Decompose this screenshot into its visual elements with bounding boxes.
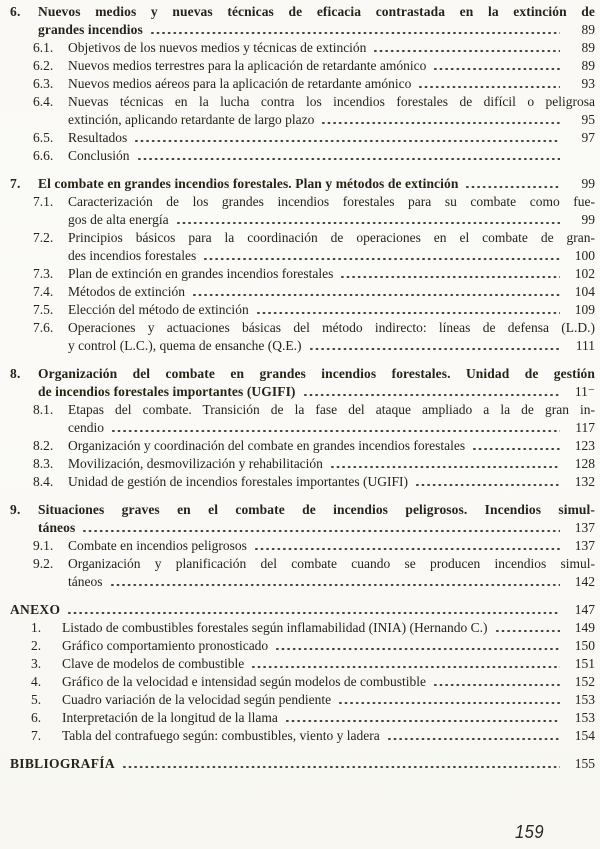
toc-line [31,637,595,655]
entry-number: 7. [31,728,42,743]
entry-title: Objetivos de los nuevos medios y técnicas de extinción [68,40,367,55]
toc-line [33,401,595,419]
toc-item [10,265,595,283]
entry-number: 6.4. [33,94,54,109]
entry-page-number: 93 [581,76,595,91]
entry-title-continuation: táneos [68,574,103,589]
page-footer-number: 159 [515,822,545,842]
dot-leader [135,140,560,142]
entry-title: Resultados [68,130,128,145]
toc-item [10,229,595,265]
dot-leader [123,766,560,768]
dot-leader [374,50,560,52]
entry-number: 8. [10,366,21,381]
entry-title: Organización del combate en grandes incendios forestales. Unidad de gestión [38,366,595,381]
toc-section-entry [10,365,595,401]
entry-title: Nuevos medios y nuevas técnicas de eficacia contrastada en la extinción de [38,4,595,19]
toc-line [33,57,595,75]
dot-leader [466,186,560,188]
toc-line [31,619,595,637]
toc-item [10,401,595,437]
toc-line [33,39,595,57]
entry-number: 9. [10,502,21,517]
dot-leader [83,530,560,532]
entry-page-number: 153 [574,710,595,725]
entry-title-continuation: des incendios forestales [68,248,197,263]
dot-leader [331,466,560,468]
entry-page-number: 154 [574,728,595,743]
entry-number: 6.2. [33,58,54,73]
entry-title: Movilización, desmovilización y rehabilitación [68,456,323,471]
toc-line [31,691,595,709]
toc-item [10,673,595,691]
toc-item [10,655,595,673]
entry-page-number: 109 [574,302,595,317]
entry-number: 5. [31,692,42,707]
toc-line [10,3,595,21]
dot-leader [341,276,560,278]
entry-title: Situaciones graves en el combate de incendios peligrosos. Incendios simul- [38,502,595,517]
toc-item [10,193,595,229]
toc-item [10,301,595,319]
entry-title-continuation: de incendios forestales importantes (UGIFI) [38,384,296,399]
toc-line [10,755,595,773]
toc-line [33,265,595,283]
entry-title-continuation: y control (L.C.), quema de ensanche (Q.E.) [68,338,302,353]
entry-title: El combate en grandes incendios forestales. Plan y métodos de extinción [38,176,459,191]
dot-leader [193,294,560,296]
toc-line [33,437,595,455]
toc-line [33,555,595,573]
toc-item [10,709,595,727]
dot-leader [286,720,560,722]
toc-line [10,383,595,401]
entry-page-number: 104 [574,284,595,299]
entry-title: Operaciones y actuaciones básicas del método indirecto: líneas de defensa (L.D.) [68,320,595,335]
entry-page-number: 100 [574,248,595,263]
toc-line [33,211,595,229]
entry-title: Tabla del contrafuego según: combustibles, viento y ladera [62,728,380,743]
toc-line [31,709,595,727]
entry-number: 9.1. [33,538,54,553]
entry-title: Nuevas técnicas en la lucha contra los incendios forestales de difícil o peligrosa [68,94,595,109]
dot-leader [322,122,560,124]
entry-number: 2. [31,638,42,653]
toc-item [10,555,595,591]
entry-page-number: 152 [574,674,595,689]
dot-leader [151,32,560,34]
dot-leader [112,430,560,432]
toc-section-entry [10,601,595,619]
dot-leader [416,484,560,486]
dot-leader [255,548,560,550]
entry-page-number: 151 [574,656,595,671]
dot-leader [496,630,560,632]
entry-title: Nuevos medios terrestres para la aplicación de retardante amónico [68,58,427,73]
entry-title: Organización y coordinación del combate en grandes incendios forestales [68,438,466,453]
entry-number: 7.2. [33,230,54,245]
entry-number: 7.4. [33,284,54,299]
entry-title-continuation: táneos [38,520,76,535]
entry-number: 6.5. [33,130,54,145]
entry-title: Clave de modelos de combustible [62,656,245,671]
entry-page-number: 117 [575,420,595,435]
dot-leader [257,312,560,314]
entry-title: Elección del método de extinción [68,302,249,317]
entry-page-number: 149 [574,620,595,635]
entry-title-continuation: gos de alta energía [68,212,169,227]
entry-number: 7.1. [33,194,54,209]
toc-line [10,519,595,537]
entry-title: BIBLIOGRAFÍA [10,756,115,771]
entry-title-continuation: cendio [68,420,104,435]
entry-number: 6.3. [33,76,54,91]
entry-page-number: 11⁻ [574,384,595,399]
toc-item [10,455,595,473]
toc-line [33,419,595,437]
entry-page-number: 99 [581,212,595,227]
entry-page-number: 97 [581,130,595,145]
entry-number: 9.2. [33,556,54,571]
entry-title-continuation: extinción, aplicando retardante de largo plazo [68,112,315,127]
entry-title: Unidad de gestión de incendios forestales importantes (UGIFI) [68,474,409,489]
toc-line [33,301,595,319]
dot-leader [339,702,560,704]
entry-page-number: 155 [574,756,595,771]
entry-title: Combate en incendios peligrosos [68,538,247,553]
toc-line [33,75,595,93]
entry-title: Gráfico de la velocidad e intensidad según modelos de combustible [62,674,427,689]
dot-leader [111,584,561,586]
entry-page-number: 95 [581,112,595,127]
toc-line [10,601,595,619]
toc-item [10,129,595,147]
toc-item [10,473,595,491]
toc-item [10,537,595,555]
toc-item [10,75,595,93]
entry-number: 6.1. [33,40,54,55]
toc-line [33,129,595,147]
toc-section-entry [10,755,595,773]
toc-line [33,319,595,337]
toc-line [33,147,595,165]
toc-line [10,175,595,193]
toc-line [10,501,595,519]
toc-line [31,655,595,673]
entry-page-number: 153 [574,692,595,707]
entry-page-number: 123 [574,438,595,453]
dot-leader [473,448,560,450]
dot-leader [434,684,560,686]
entry-title: Interpretación de la longitud de la llama [62,710,278,725]
entry-number: 1. [31,620,42,635]
dot-leader [177,222,560,224]
entry-title: Organización y planificación del combate cuando se producen incendios simul- [68,556,595,571]
dot-leader [419,86,560,88]
toc-item [10,619,595,637]
entry-title: Conclusión [68,148,130,163]
toc-item [10,93,595,129]
entry-page-number: 102 [574,266,595,281]
toc-line [33,247,595,265]
toc-line [33,229,595,247]
entry-page-number: 89 [581,40,595,55]
entry-number: 6.6. [33,148,54,163]
toc-line [33,573,595,591]
entry-page-number: 142 [574,574,595,589]
toc-item [10,727,595,745]
entry-title: Gráfico comportamiento pronosticado [62,638,269,653]
entry-title: Etapas del combate. Transición de la fase del ataque ampliado a la de gran in- [68,402,595,417]
entry-number: 7.5. [33,302,54,317]
toc-item [10,57,595,75]
toc-item [10,637,595,655]
toc-line [10,365,595,383]
entry-page-number: 137 [574,538,595,553]
entry-number: 7.6. [33,320,54,335]
entry-title: Caracterización de los grandes incendios forestales para su combate como fue- [68,194,595,209]
dot-leader [310,348,560,350]
toc-line [33,337,595,355]
entry-title: ANEXO [10,602,61,617]
entry-title-continuation: grandes incendios [38,22,143,37]
toc-line [33,193,595,211]
toc-line [33,537,595,555]
toc-line [31,673,595,691]
entry-title: Principios básicos para la coordinación de operaciones en el combate de gran- [68,230,595,245]
toc-item [10,437,595,455]
dot-leader [252,666,560,668]
dot-leader [138,158,560,160]
dot-leader [388,738,560,740]
entry-page-number: 147 [574,602,595,617]
toc-line [33,283,595,301]
entry-number: 7. [10,176,21,191]
entry-page-number: 99 [581,176,595,191]
entry-page-number: 89 [581,22,595,37]
dot-leader [68,612,560,614]
toc-section-entry [10,501,595,537]
entry-number: 8.2. [33,438,54,453]
entry-number: 6. [31,710,42,725]
entry-number: 8.3. [33,456,54,471]
entry-page-number: 132 [574,474,595,489]
entry-title: Nuevos medios aéreos para la aplicación de retardante amónico [68,76,412,91]
entry-number: 4. [31,674,42,689]
entry-number: 8.4. [33,474,54,489]
toc-line [33,455,595,473]
toc-item [10,319,595,355]
entry-title: Listado de combustibles forestales según inflamabilidad (INIA) (Hernando C.) [62,620,488,635]
entry-number: 3. [31,656,42,671]
dot-leader [304,394,560,396]
entry-page-number: 111 [575,338,595,353]
entry-number: 7.3. [33,266,54,281]
entry-title: Métodos de extinción [68,284,185,299]
dot-leader [434,68,560,70]
toc-line [31,727,595,745]
dot-leader [204,258,560,260]
toc-section-entry [10,3,595,39]
entry-page-number: 137 [574,520,595,535]
toc-item [10,691,595,709]
toc-line [10,21,595,39]
table-of-contents [10,3,595,773]
toc-item [10,283,595,301]
entry-number: 6. [10,4,21,19]
toc-item [10,39,595,57]
entry-number: 8.1. [33,402,54,417]
dot-leader [276,648,560,650]
entry-page-number: 128 [574,456,595,471]
entry-title: Plan de extinción en grandes incendios forestales [68,266,334,281]
toc-section-entry [10,175,595,193]
toc-line [33,93,595,111]
entry-title: Cuadro variación de la velocidad según pendiente [62,692,332,707]
toc-item [10,147,595,165]
toc-line [33,111,595,129]
entry-page-number: 89 [581,58,595,73]
entry-page-number: 150 [574,638,595,653]
toc-line [33,473,595,491]
